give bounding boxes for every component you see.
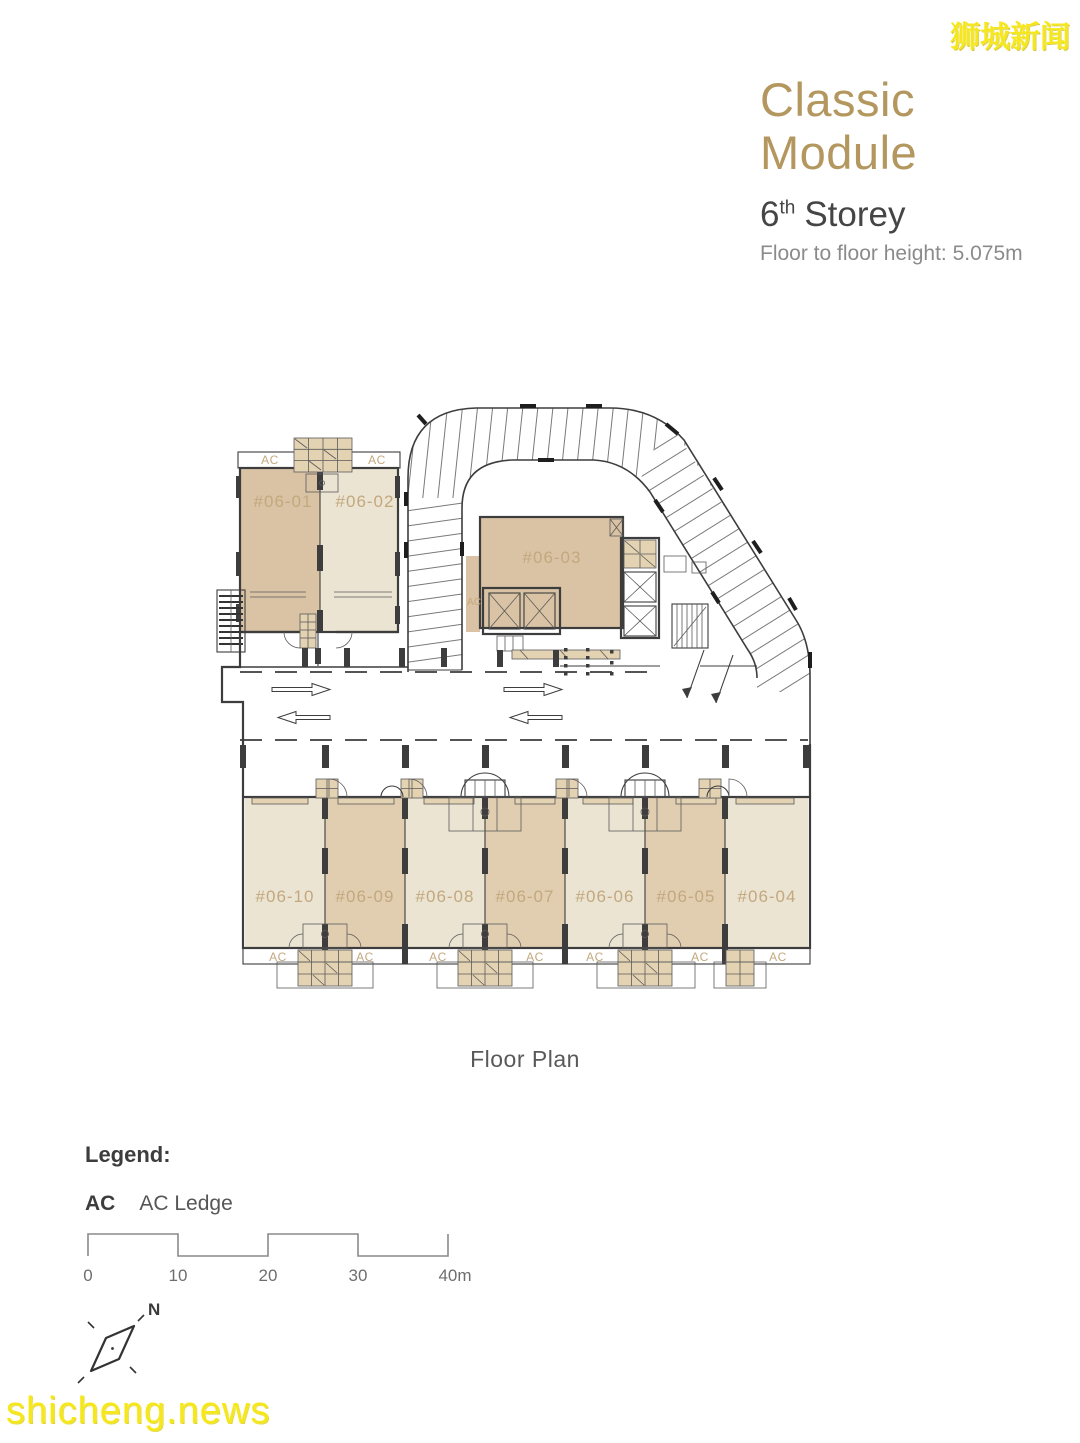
scale-bar — [83, 1234, 471, 1285]
storey-heading — [760, 195, 1072, 235]
legend — [85, 1142, 233, 1216]
watermark-top-right: 狮城新闻 — [950, 21, 1070, 54]
unit-label-06-10: #06-10 — [255, 887, 315, 906]
storey-ordinal: th — [779, 197, 796, 219]
ac-label: AC — [769, 950, 787, 964]
unit-label-06-06: #06-06 — [575, 887, 635, 906]
traffic-arrows-left — [272, 684, 330, 724]
unit-label-06-04: #06-04 — [737, 887, 797, 906]
ac-label: AC — [691, 950, 709, 964]
ac-label: AC — [586, 950, 604, 964]
ac-label: AC — [356, 950, 374, 964]
north-compass — [78, 1300, 160, 1383]
scale-tick-10: 10 — [168, 1266, 188, 1285]
scale-tick-40m: 40m — [438, 1266, 472, 1285]
entry-door-arcs — [329, 779, 747, 797]
lift-shafts-right — [621, 538, 659, 638]
unit-label-06-05: #06-05 — [656, 887, 716, 906]
unit-label-06-09: #06-09 — [335, 887, 395, 906]
traffic-arrows-right — [504, 684, 562, 724]
unit-06-10-area — [245, 797, 325, 948]
ac-label: AC — [526, 950, 544, 964]
scale-tick-0: 0 — [83, 1266, 93, 1285]
legend-item-ac-ledge — [85, 1192, 233, 1216]
unit-label-06-08: #06-08 — [415, 887, 475, 906]
block-units-01-02 — [217, 438, 400, 666]
ac-label: AC — [467, 597, 481, 608]
watermark-bottom-left: shicheng.news — [6, 1390, 271, 1432]
unit-label-06-01: #06-01 — [253, 492, 313, 511]
scale-tick-20: 20 — [258, 1266, 278, 1285]
unit-label-06-03: #06-03 — [522, 548, 582, 567]
unit-06-03-area — [480, 517, 623, 628]
page-title-line2: Module — [760, 125, 918, 179]
ac-label: AC — [269, 950, 287, 964]
ac-label: AC — [368, 453, 386, 467]
legend-title: Legend: — [85, 1142, 171, 1167]
ramp-direction-arrows — [682, 650, 733, 703]
page-title-line1: Classic — [760, 73, 915, 126]
unit-06-09-area — [325, 797, 405, 948]
ac-label: AC — [429, 950, 447, 964]
ac-label: AC — [261, 453, 279, 467]
compass-north-label: N — [148, 1300, 161, 1319]
storey-number: 6 — [760, 195, 780, 235]
header — [760, 74, 1072, 266]
floor-height-note: Floor to floor height: 5.075m — [760, 242, 1023, 266]
legend-symbol: AC — [85, 1192, 116, 1215]
legend-label: AC Ledge — [139, 1192, 233, 1215]
unit-label-06-07: #06-07 — [495, 887, 555, 906]
unit-label-06-02: #06-02 — [335, 492, 395, 511]
storey-word: Storey — [804, 195, 906, 235]
unit-06-04-area — [725, 797, 808, 948]
scale-tick-30: 30 — [348, 1266, 368, 1285]
floor-plan-caption: Floor Plan — [470, 1046, 580, 1072]
ac-ledge-minis — [316, 779, 721, 798]
